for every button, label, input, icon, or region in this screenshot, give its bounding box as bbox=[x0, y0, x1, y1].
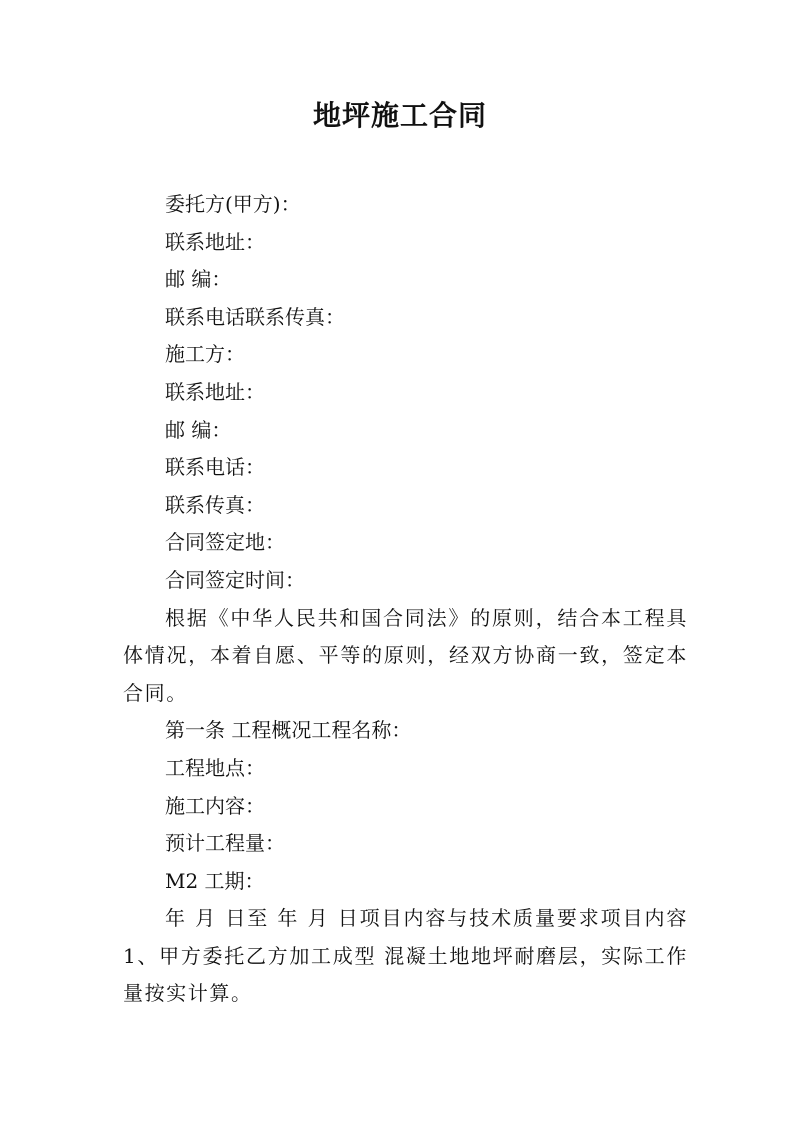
section-1-heading: 第一条 工程概况工程名称： bbox=[165, 718, 412, 743]
field-client-postcode: 邮 编： bbox=[165, 267, 232, 292]
field-client-address: 联系地址： bbox=[165, 229, 265, 254]
field-signing-place: 合同签定地： bbox=[165, 530, 285, 555]
field-contractor-fax: 联系传真： bbox=[165, 492, 265, 517]
document-title: 地坪施工合同 bbox=[312, 99, 487, 132]
field-construction-content: 施工内容： bbox=[165, 793, 265, 818]
field-client: 委托方(甲方)： bbox=[165, 192, 301, 216]
scope-paragraph: 年 月 日至 年 月 日项目内容与技术质量要求项目内容 1、甲方委托乙方加工成型 混凝土地地坪耐磨层，实际工作量按实计算。 bbox=[123, 906, 688, 1006]
field-duration: M2 工期： bbox=[165, 868, 265, 893]
field-contractor-phone: 联系电话： bbox=[165, 455, 265, 480]
field-client-phone-fax: 联系电话联系传真： bbox=[165, 304, 345, 329]
field-signing-time: 合同签定时间： bbox=[165, 567, 305, 592]
intro-paragraph: 根据《中华人民共和国合同法》的原则，结合本工程具体情况，本着自愿、平等的原则，经双方协商一致，签定本合同。 bbox=[123, 605, 688, 705]
document-body bbox=[123, 186, 688, 1013]
field-estimated-quantity: 预计工程量： bbox=[165, 831, 285, 856]
field-contractor-postcode: 邮 编： bbox=[165, 417, 232, 442]
field-contractor: 施工方： bbox=[165, 342, 245, 367]
field-project-location: 工程地点： bbox=[165, 755, 265, 780]
field-contractor-address: 联系地址： bbox=[165, 379, 265, 404]
